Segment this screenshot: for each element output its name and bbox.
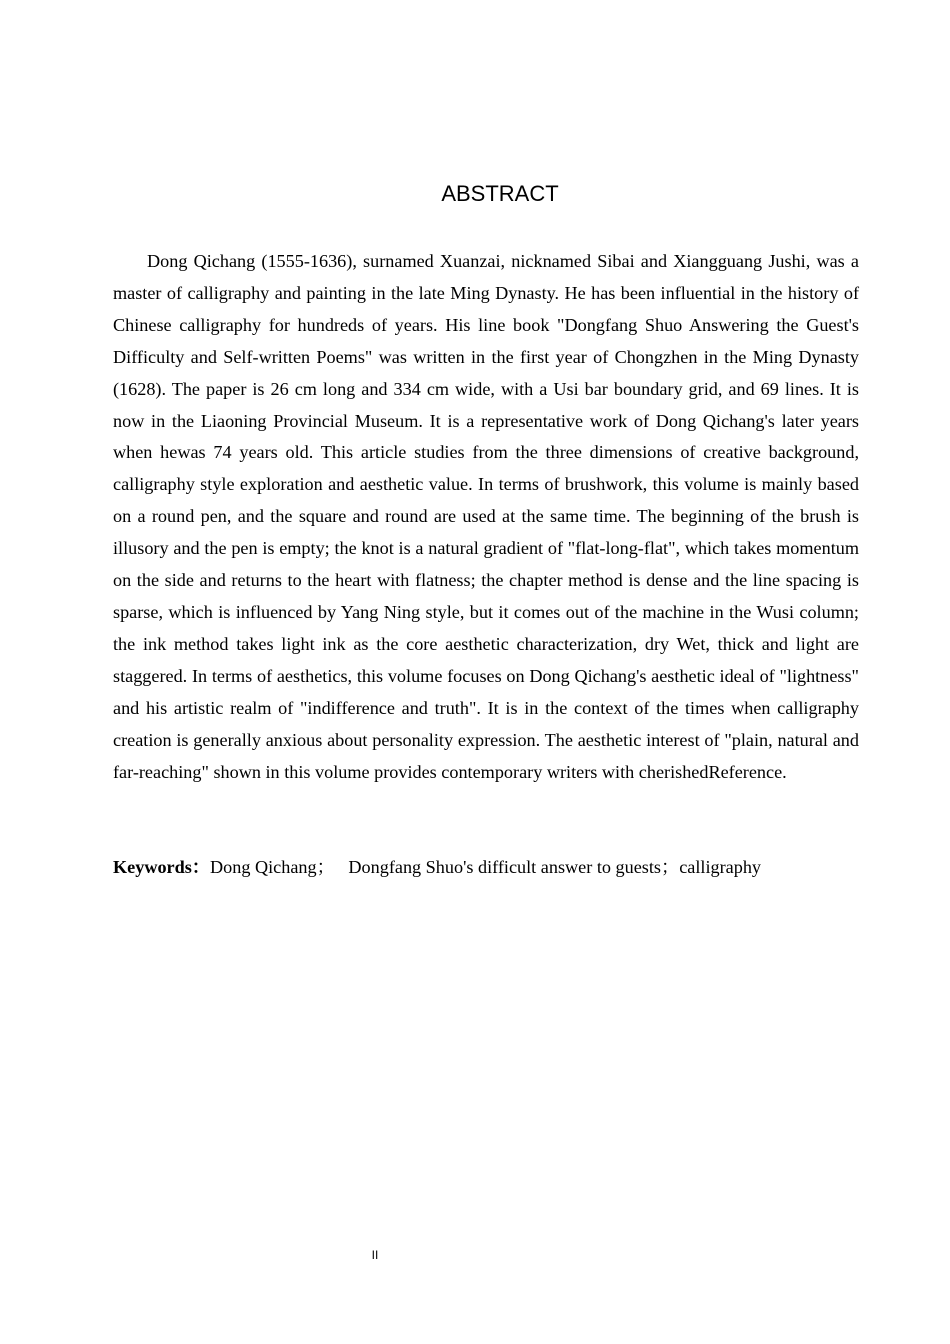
abstract-title: ABSTRACT	[441, 181, 559, 206]
page-number: II	[371, 1248, 379, 1262]
keywords-label: Keywords：	[113, 857, 210, 877]
keyword-item: calligraphy	[679, 857, 762, 877]
keywords-line	[113, 854, 873, 880]
keyword-item: Dongfang Shuo's difficult answer to guests；	[348, 857, 680, 877]
keyword-item: Dong Qichang；	[210, 857, 335, 877]
abstract-paragraph: Dong Qichang (1555-1636), surnamed Xuanzai, nicknamed Sibai and Xiangguang Jushi, was a master of calligraphy and painting in the late Ming Dynasty. He has been influential in the history of Chinese calligraphy for hundreds of years. His line book "Dongfang Shuo Answering the Guest's Difficulty and Self-written Poems" was written in the first year of Chongzhen in the Ming Dynasty (1628). The paper is 26 cm long and 334 cm wide, with a Usi bar boundary grid, and 69 lines. It is now in the Liaoning Provincial Museum. It is a representative work of Dong Qichang's later years when hewas 74 years old. This article studies from the three dimensions of creative background, calligraphy style exploration and aesthetic value. In terms of brushwork, this volume is mainly based on a round pen, and the square and round are used at the same time. The beginning of the brush is illusory and the pen is empty; the knot is a natural gradient of "flat-long-flat", which takes momentum on the side and returns to the heart with flatness; the chapter method is dense and the line spacing is sparse, which is influenced by Yang Ning style, but it comes out of the machine in the Wusi column; the ink method takes light ink as the core aesthetic characterization, dry Wet, thick and light are staggered. In terms of aesthetics, this volume focuses on Dong Qichang's aesthetic ideal of "lightness" and his artistic realm of "indifference and truth". It is in the context of the times when calligraphy creation is generally anxious about personality expression. The aesthetic interest of "plain, natural and far-reaching" shown in this volume provides contemporary writers with cherishedReference.	[113, 251, 859, 782]
